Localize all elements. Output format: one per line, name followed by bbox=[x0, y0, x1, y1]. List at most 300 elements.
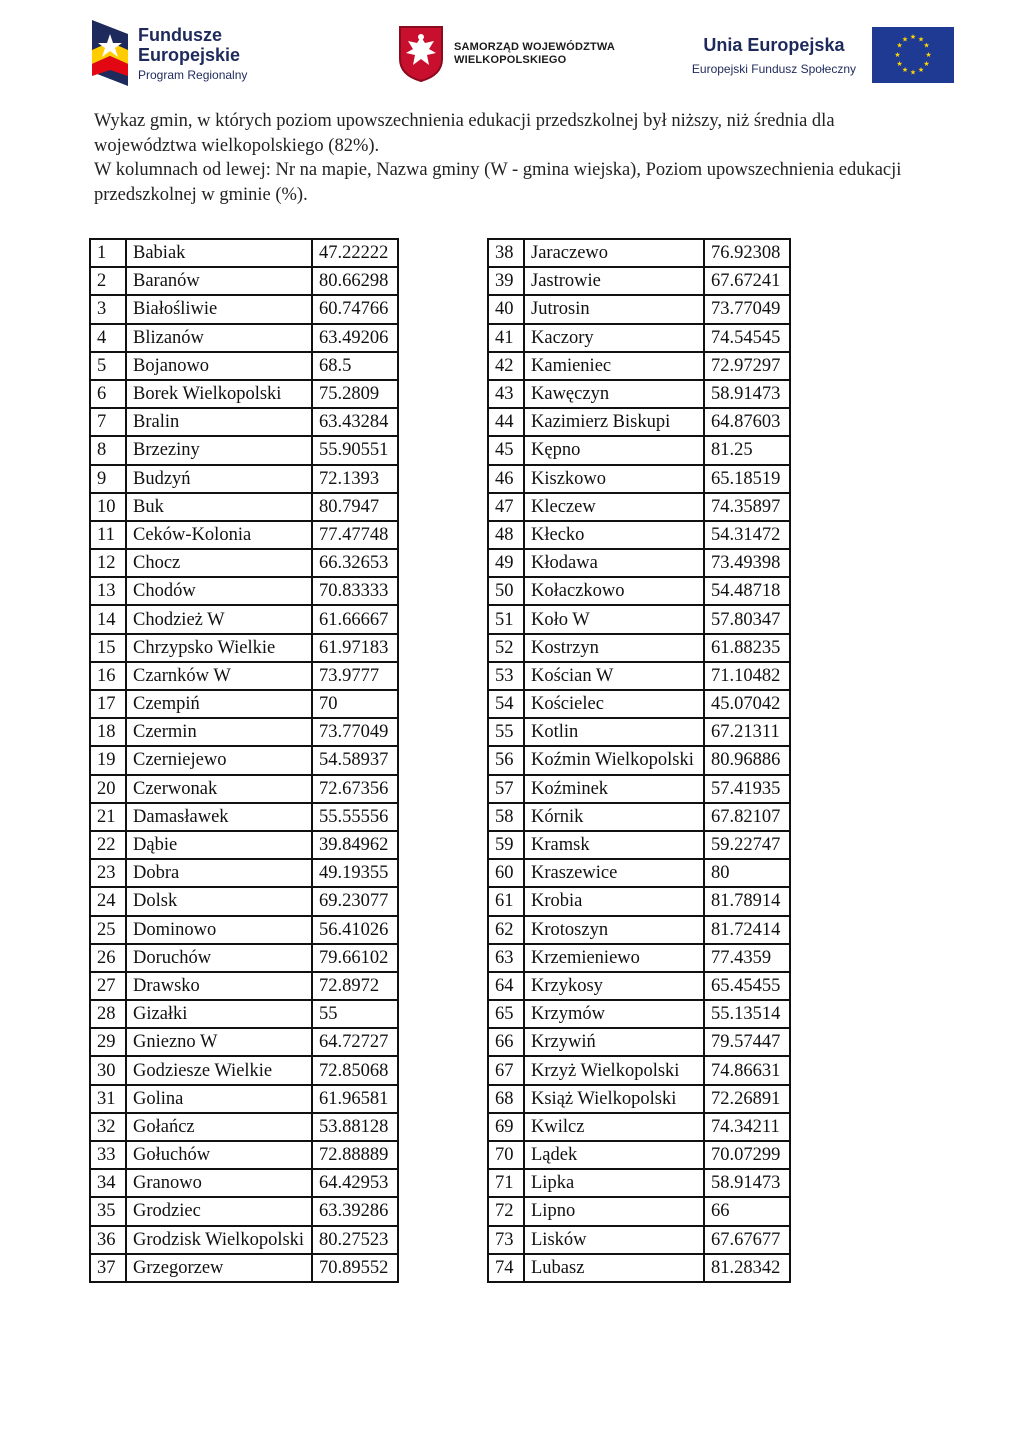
cell-nr: 7 bbox=[90, 408, 126, 436]
cell-val: 63.39286 bbox=[312, 1197, 398, 1225]
table-row bbox=[488, 436, 790, 464]
table-row bbox=[488, 465, 790, 493]
cell-val: 75.2809 bbox=[312, 380, 398, 408]
cell-val: 73.49398 bbox=[704, 549, 790, 577]
cell-name: Bojanowo bbox=[126, 352, 312, 380]
cell-name: Kostrzyn bbox=[524, 634, 704, 662]
table-row bbox=[90, 465, 398, 493]
cell-name: Chodzież W bbox=[126, 605, 312, 633]
cell-name: Bralin bbox=[126, 408, 312, 436]
cell-name: Baranów bbox=[126, 267, 312, 295]
intro-paragraph-1: Wykaz gmin, w których poziom upowszechnienia edukacji przedszkolnej był niższy, niż średnia dla województwa wielkopolskiego (82%). bbox=[94, 111, 835, 156]
cell-name: Koźminek bbox=[524, 775, 704, 803]
table-row bbox=[488, 605, 790, 633]
cell-name: Lipno bbox=[524, 1197, 704, 1225]
cell-nr: 21 bbox=[90, 803, 126, 831]
cell-name: Gniezno W bbox=[126, 1028, 312, 1056]
table-row bbox=[488, 267, 790, 295]
table-row bbox=[90, 436, 398, 464]
cell-nr: 47 bbox=[488, 493, 524, 521]
cell-val: 81.28342 bbox=[704, 1254, 790, 1282]
cell-val: 73.77049 bbox=[312, 718, 398, 746]
cell-val: 70.89552 bbox=[312, 1254, 398, 1282]
table-row bbox=[90, 267, 398, 295]
cell-val: 72.97297 bbox=[704, 352, 790, 380]
logo-fe-line3: Program Regionalny bbox=[138, 67, 248, 82]
cell-nr: 49 bbox=[488, 549, 524, 577]
cell-nr: 73 bbox=[488, 1226, 524, 1254]
cell-name: Golina bbox=[126, 1085, 312, 1113]
cell-val: 72.88889 bbox=[312, 1141, 398, 1169]
cell-nr: 23 bbox=[90, 859, 126, 887]
cell-nr: 59 bbox=[488, 831, 524, 859]
cell-nr: 69 bbox=[488, 1113, 524, 1141]
cell-name: Blizanów bbox=[126, 324, 312, 352]
table-row bbox=[90, 859, 398, 887]
logo-sw-line2: WIELKOPOLSKIEGO bbox=[454, 54, 567, 66]
cell-val: 66.32653 bbox=[312, 549, 398, 577]
cell-nr: 42 bbox=[488, 352, 524, 380]
cell-name: Babiak bbox=[126, 239, 312, 267]
table-row bbox=[488, 746, 790, 774]
cell-name: Kórnik bbox=[524, 803, 704, 831]
cell-val: 54.48718 bbox=[704, 577, 790, 605]
svg-text:★: ★ bbox=[917, 35, 925, 44]
cell-val: 80.7947 bbox=[312, 493, 398, 521]
gminy-table-right bbox=[487, 238, 791, 1283]
cell-val: 60.74766 bbox=[312, 295, 398, 323]
cell-nr: 65 bbox=[488, 1000, 524, 1028]
eagle-coat-of-arms-icon bbox=[398, 25, 444, 83]
table-row bbox=[488, 1085, 790, 1113]
table-row bbox=[90, 549, 398, 577]
cell-nr: 36 bbox=[90, 1226, 126, 1254]
cell-nr: 43 bbox=[488, 380, 524, 408]
cell-val: 79.66102 bbox=[312, 944, 398, 972]
cell-nr: 34 bbox=[90, 1169, 126, 1197]
table-row bbox=[90, 324, 398, 352]
cell-name: Koźmin Wielkopolski bbox=[524, 746, 704, 774]
cell-val: 73.77049 bbox=[704, 295, 790, 323]
cell-name: Czerniejewo bbox=[126, 746, 312, 774]
table-row bbox=[488, 803, 790, 831]
cell-name: Lądek bbox=[524, 1141, 704, 1169]
cell-nr: 61 bbox=[488, 887, 524, 915]
cell-val: 80 bbox=[704, 859, 790, 887]
cell-val: 72.8972 bbox=[312, 972, 398, 1000]
table-row bbox=[90, 916, 398, 944]
cell-nr: 29 bbox=[90, 1028, 126, 1056]
cell-val: 63.43284 bbox=[312, 408, 398, 436]
cell-name: Drawsko bbox=[126, 972, 312, 1000]
table-row bbox=[90, 352, 398, 380]
logo-fe-line2: Europejskie bbox=[138, 44, 241, 65]
table-row bbox=[90, 1056, 398, 1084]
table-row bbox=[90, 577, 398, 605]
cell-name: Krotoszyn bbox=[524, 916, 704, 944]
cell-name: Kłecko bbox=[524, 521, 704, 549]
cell-val: 57.41935 bbox=[704, 775, 790, 803]
table-row bbox=[90, 803, 398, 831]
table-row bbox=[488, 1028, 790, 1056]
cell-nr: 56 bbox=[488, 746, 524, 774]
table-row bbox=[488, 859, 790, 887]
cell-val: 53.88128 bbox=[312, 1113, 398, 1141]
cell-name: Książ Wielkopolski bbox=[524, 1085, 704, 1113]
table-row bbox=[90, 690, 398, 718]
cell-nr: 46 bbox=[488, 465, 524, 493]
cell-val: 65.45455 bbox=[704, 972, 790, 1000]
intro-text bbox=[94, 109, 934, 207]
cell-name: Kamieniec bbox=[524, 352, 704, 380]
cell-nr: 58 bbox=[488, 803, 524, 831]
cell-val: 61.88235 bbox=[704, 634, 790, 662]
cell-name: Jaraczewo bbox=[524, 239, 704, 267]
cell-val: 63.49206 bbox=[312, 324, 398, 352]
table-row bbox=[488, 1141, 790, 1169]
cell-name: Krzyż Wielkopolski bbox=[524, 1056, 704, 1084]
logo-fe-line1: Fundusze bbox=[138, 24, 222, 45]
cell-nr: 11 bbox=[90, 521, 126, 549]
cell-name: Lisków bbox=[524, 1226, 704, 1254]
cell-nr: 20 bbox=[90, 775, 126, 803]
cell-nr: 33 bbox=[90, 1141, 126, 1169]
table-row bbox=[488, 1197, 790, 1225]
cell-val: 71.10482 bbox=[704, 662, 790, 690]
cell-nr: 35 bbox=[90, 1197, 126, 1225]
cell-nr: 68 bbox=[488, 1085, 524, 1113]
cell-nr: 54 bbox=[488, 690, 524, 718]
cell-name: Kraszewice bbox=[524, 859, 704, 887]
cell-nr: 38 bbox=[488, 239, 524, 267]
cell-name: Gizałki bbox=[126, 1000, 312, 1028]
table-row bbox=[90, 1085, 398, 1113]
cell-nr: 51 bbox=[488, 605, 524, 633]
table-row bbox=[90, 887, 398, 915]
cell-name: Kleczew bbox=[524, 493, 704, 521]
cell-val: 67.67241 bbox=[704, 267, 790, 295]
cell-nr: 44 bbox=[488, 408, 524, 436]
cell-name: Koło W bbox=[524, 605, 704, 633]
cell-name: Dolsk bbox=[126, 887, 312, 915]
table-row bbox=[488, 1226, 790, 1254]
table-row bbox=[488, 775, 790, 803]
table-row bbox=[488, 944, 790, 972]
table-row bbox=[90, 831, 398, 859]
cell-name: Doruchów bbox=[126, 944, 312, 972]
svg-text:★: ★ bbox=[896, 41, 903, 50]
cell-val: 67.21311 bbox=[704, 718, 790, 746]
table-row bbox=[488, 549, 790, 577]
cell-name: Jastrowie bbox=[524, 267, 704, 295]
fe-star-flag-icon bbox=[92, 20, 128, 86]
cell-val: 39.84962 bbox=[312, 831, 398, 859]
cell-name: Kościan W bbox=[524, 662, 704, 690]
table-row bbox=[90, 521, 398, 549]
cell-name: Czerwonak bbox=[126, 775, 312, 803]
cell-name: Kawęczyn bbox=[524, 380, 704, 408]
svg-text:★: ★ bbox=[923, 41, 930, 50]
cell-val: 57.80347 bbox=[704, 605, 790, 633]
cell-val: 68.5 bbox=[312, 352, 398, 380]
table-row bbox=[488, 493, 790, 521]
cell-name: Grodziec bbox=[126, 1197, 312, 1225]
cell-name: Lubasz bbox=[524, 1254, 704, 1282]
svg-text:★: ★ bbox=[925, 51, 932, 59]
cell-nr: 60 bbox=[488, 859, 524, 887]
svg-text:★: ★ bbox=[901, 66, 909, 74]
table-row bbox=[90, 380, 398, 408]
table-row bbox=[488, 295, 790, 323]
cell-nr: 3 bbox=[90, 295, 126, 323]
table-row bbox=[488, 1056, 790, 1084]
cell-name: Czermin bbox=[126, 718, 312, 746]
table-row bbox=[90, 1254, 398, 1282]
cell-val: 70.07299 bbox=[704, 1141, 790, 1169]
cell-val: 70.83333 bbox=[312, 577, 398, 605]
table-row bbox=[488, 521, 790, 549]
cell-nr: 18 bbox=[90, 718, 126, 746]
cell-nr: 37 bbox=[90, 1254, 126, 1282]
cell-name: Kiszkowo bbox=[524, 465, 704, 493]
table-row bbox=[90, 1028, 398, 1056]
cell-nr: 26 bbox=[90, 944, 126, 972]
cell-nr: 40 bbox=[488, 295, 524, 323]
cell-name: Lipka bbox=[524, 1169, 704, 1197]
cell-nr: 25 bbox=[90, 916, 126, 944]
cell-name: Czempiń bbox=[126, 690, 312, 718]
cell-nr: 41 bbox=[488, 324, 524, 352]
cell-nr: 4 bbox=[90, 324, 126, 352]
cell-val: 67.67677 bbox=[704, 1226, 790, 1254]
cell-nr: 1 bbox=[90, 239, 126, 267]
table-row bbox=[488, 831, 790, 859]
cell-val: 64.42953 bbox=[312, 1169, 398, 1197]
cell-nr: 63 bbox=[488, 944, 524, 972]
cell-val: 81.78914 bbox=[704, 887, 790, 915]
table-row bbox=[488, 577, 790, 605]
table-row bbox=[488, 239, 790, 267]
table-row bbox=[488, 352, 790, 380]
cell-name: Brzeziny bbox=[126, 436, 312, 464]
cell-nr: 53 bbox=[488, 662, 524, 690]
cell-val: 77.47748 bbox=[312, 521, 398, 549]
table-row bbox=[90, 662, 398, 690]
cell-name: Krzemieniewo bbox=[524, 944, 704, 972]
cell-name: Gołuchów bbox=[126, 1141, 312, 1169]
cell-name: Ceków-Kolonia bbox=[126, 521, 312, 549]
cell-val: 79.57447 bbox=[704, 1028, 790, 1056]
table-row bbox=[90, 1113, 398, 1141]
cell-name: Kazimierz Biskupi bbox=[524, 408, 704, 436]
cell-nr: 28 bbox=[90, 1000, 126, 1028]
cell-val: 54.58937 bbox=[312, 746, 398, 774]
logo-ue-line1: Unia Europejska bbox=[703, 34, 845, 55]
cell-name: Czarnków W bbox=[126, 662, 312, 690]
cell-nr: 13 bbox=[90, 577, 126, 605]
table-row bbox=[90, 295, 398, 323]
table-row bbox=[90, 1197, 398, 1225]
svg-text:★: ★ bbox=[894, 51, 901, 59]
cell-nr: 9 bbox=[90, 465, 126, 493]
cell-nr: 48 bbox=[488, 521, 524, 549]
svg-text:★: ★ bbox=[909, 33, 917, 41]
cell-val: 80.66298 bbox=[312, 267, 398, 295]
cell-val: 72.85068 bbox=[312, 1056, 398, 1084]
cell-val: 74.34211 bbox=[704, 1113, 790, 1141]
table-row bbox=[90, 775, 398, 803]
gminy-table-left bbox=[89, 238, 399, 1283]
cell-nr: 27 bbox=[90, 972, 126, 1000]
cell-name: Dobra bbox=[126, 859, 312, 887]
cell-val: 72.67356 bbox=[312, 775, 398, 803]
cell-val: 72.26891 bbox=[704, 1085, 790, 1113]
cell-nr: 74 bbox=[488, 1254, 524, 1282]
cell-nr: 67 bbox=[488, 1056, 524, 1084]
cell-nr: 6 bbox=[90, 380, 126, 408]
cell-name: Dominowo bbox=[126, 916, 312, 944]
cell-name: Dąbie bbox=[126, 831, 312, 859]
cell-name: Kwilcz bbox=[524, 1113, 704, 1141]
cell-name: Gołańcz bbox=[126, 1113, 312, 1141]
cell-name: Krzykosy bbox=[524, 972, 704, 1000]
cell-val: 55.55556 bbox=[312, 803, 398, 831]
cell-nr: 52 bbox=[488, 634, 524, 662]
cell-name: Kłodawa bbox=[524, 549, 704, 577]
cell-name: Kępno bbox=[524, 436, 704, 464]
cell-val: 77.4359 bbox=[704, 944, 790, 972]
table-row bbox=[90, 1141, 398, 1169]
cell-name: Damasławek bbox=[126, 803, 312, 831]
table-row bbox=[90, 718, 398, 746]
table-row bbox=[90, 493, 398, 521]
cell-nr: 57 bbox=[488, 775, 524, 803]
cell-val: 65.18519 bbox=[704, 465, 790, 493]
cell-val: 55.13514 bbox=[704, 1000, 790, 1028]
table-row bbox=[488, 887, 790, 915]
table-row bbox=[90, 746, 398, 774]
cell-name: Borek Wielkopolski bbox=[126, 380, 312, 408]
cell-val: 74.86631 bbox=[704, 1056, 790, 1084]
cell-name: Chrzypsko Wielkie bbox=[126, 634, 312, 662]
cell-val: 74.35897 bbox=[704, 493, 790, 521]
table-row bbox=[488, 1254, 790, 1282]
cell-nr: 64 bbox=[488, 972, 524, 1000]
table-row bbox=[488, 1169, 790, 1197]
logo-unia-europejska bbox=[692, 26, 954, 84]
cell-name: Krobia bbox=[524, 887, 704, 915]
cell-nr: 55 bbox=[488, 718, 524, 746]
cell-val: 47.22222 bbox=[312, 239, 398, 267]
cell-nr: 50 bbox=[488, 577, 524, 605]
cell-nr: 12 bbox=[90, 549, 126, 577]
cell-nr: 70 bbox=[488, 1141, 524, 1169]
table-row bbox=[90, 605, 398, 633]
cell-val: 45.07042 bbox=[704, 690, 790, 718]
cell-name: Kaczory bbox=[524, 324, 704, 352]
svg-text:★: ★ bbox=[917, 66, 925, 74]
table-row bbox=[488, 1000, 790, 1028]
svg-text:★: ★ bbox=[909, 68, 917, 77]
cell-name: Krzywiń bbox=[524, 1028, 704, 1056]
cell-name: Buk bbox=[126, 493, 312, 521]
cell-nr: 31 bbox=[90, 1085, 126, 1113]
cell-nr: 66 bbox=[488, 1028, 524, 1056]
cell-name: Grodzisk Wielkopolski bbox=[126, 1226, 312, 1254]
cell-name: Budzyń bbox=[126, 465, 312, 493]
cell-nr: 10 bbox=[90, 493, 126, 521]
cell-nr: 22 bbox=[90, 831, 126, 859]
table-row bbox=[488, 972, 790, 1000]
cell-val: 72.1393 bbox=[312, 465, 398, 493]
table-row bbox=[90, 634, 398, 662]
svg-text:★: ★ bbox=[901, 35, 909, 44]
cell-name: Krzymów bbox=[524, 1000, 704, 1028]
table-row bbox=[90, 1169, 398, 1197]
table-row bbox=[488, 718, 790, 746]
cell-nr: 32 bbox=[90, 1113, 126, 1141]
cell-val: 74.54545 bbox=[704, 324, 790, 352]
cell-val: 67.82107 bbox=[704, 803, 790, 831]
cell-nr: 62 bbox=[488, 916, 524, 944]
table-row bbox=[488, 916, 790, 944]
cell-nr: 5 bbox=[90, 352, 126, 380]
logo-ue-line2: Europejski Fundusz Społeczny bbox=[691, 61, 856, 76]
cell-name: Granowo bbox=[126, 1169, 312, 1197]
cell-name: Chocz bbox=[126, 549, 312, 577]
cell-val: 55.90551 bbox=[312, 436, 398, 464]
cell-name: Godziesze Wielkie bbox=[126, 1056, 312, 1084]
cell-nr: 39 bbox=[488, 267, 524, 295]
logo-fundusze-europejskie bbox=[92, 20, 247, 86]
cell-name: Białośliwie bbox=[126, 295, 312, 323]
cell-val: 54.31472 bbox=[704, 521, 790, 549]
cell-val: 58.91473 bbox=[704, 380, 790, 408]
cell-val: 70 bbox=[312, 690, 398, 718]
table-row bbox=[488, 380, 790, 408]
cell-val: 66 bbox=[704, 1197, 790, 1225]
cell-nr: 8 bbox=[90, 436, 126, 464]
cell-name: Kołaczkowo bbox=[524, 577, 704, 605]
table-row bbox=[488, 634, 790, 662]
svg-text:★: ★ bbox=[896, 60, 903, 68]
table-row bbox=[488, 690, 790, 718]
table-row bbox=[488, 324, 790, 352]
cell-nr: 2 bbox=[90, 267, 126, 295]
intro-paragraph-2: W kolumnach od lewej: Nr na mapie, Nazwa gminy (W - gmina wiejska), Poziom upowszechnienia edukacji przedszkolnej w gminie (%). bbox=[94, 160, 902, 205]
cell-val: 69.23077 bbox=[312, 887, 398, 915]
cell-val: 58.91473 bbox=[704, 1169, 790, 1197]
cell-nr: 24 bbox=[90, 887, 126, 915]
cell-val: 64.87603 bbox=[704, 408, 790, 436]
cell-name: Chodów bbox=[126, 577, 312, 605]
cell-val: 61.97183 bbox=[312, 634, 398, 662]
cell-nr: 71 bbox=[488, 1169, 524, 1197]
svg-text:★: ★ bbox=[923, 60, 930, 68]
cell-name: Grzegorzew bbox=[126, 1254, 312, 1282]
logo-samorzad-wojewodztwa bbox=[398, 24, 615, 84]
cell-name: Jutrosin bbox=[524, 295, 704, 323]
cell-nr: 72 bbox=[488, 1197, 524, 1225]
logo-sw-line1: SAMORZĄD WOJEWÓDZTWA bbox=[454, 41, 616, 53]
table-row bbox=[488, 408, 790, 436]
cell-val: 81.72414 bbox=[704, 916, 790, 944]
table-row bbox=[90, 972, 398, 1000]
cell-val: 59.22747 bbox=[704, 831, 790, 859]
table-row bbox=[488, 1113, 790, 1141]
table-row bbox=[90, 1000, 398, 1028]
table-row bbox=[90, 408, 398, 436]
